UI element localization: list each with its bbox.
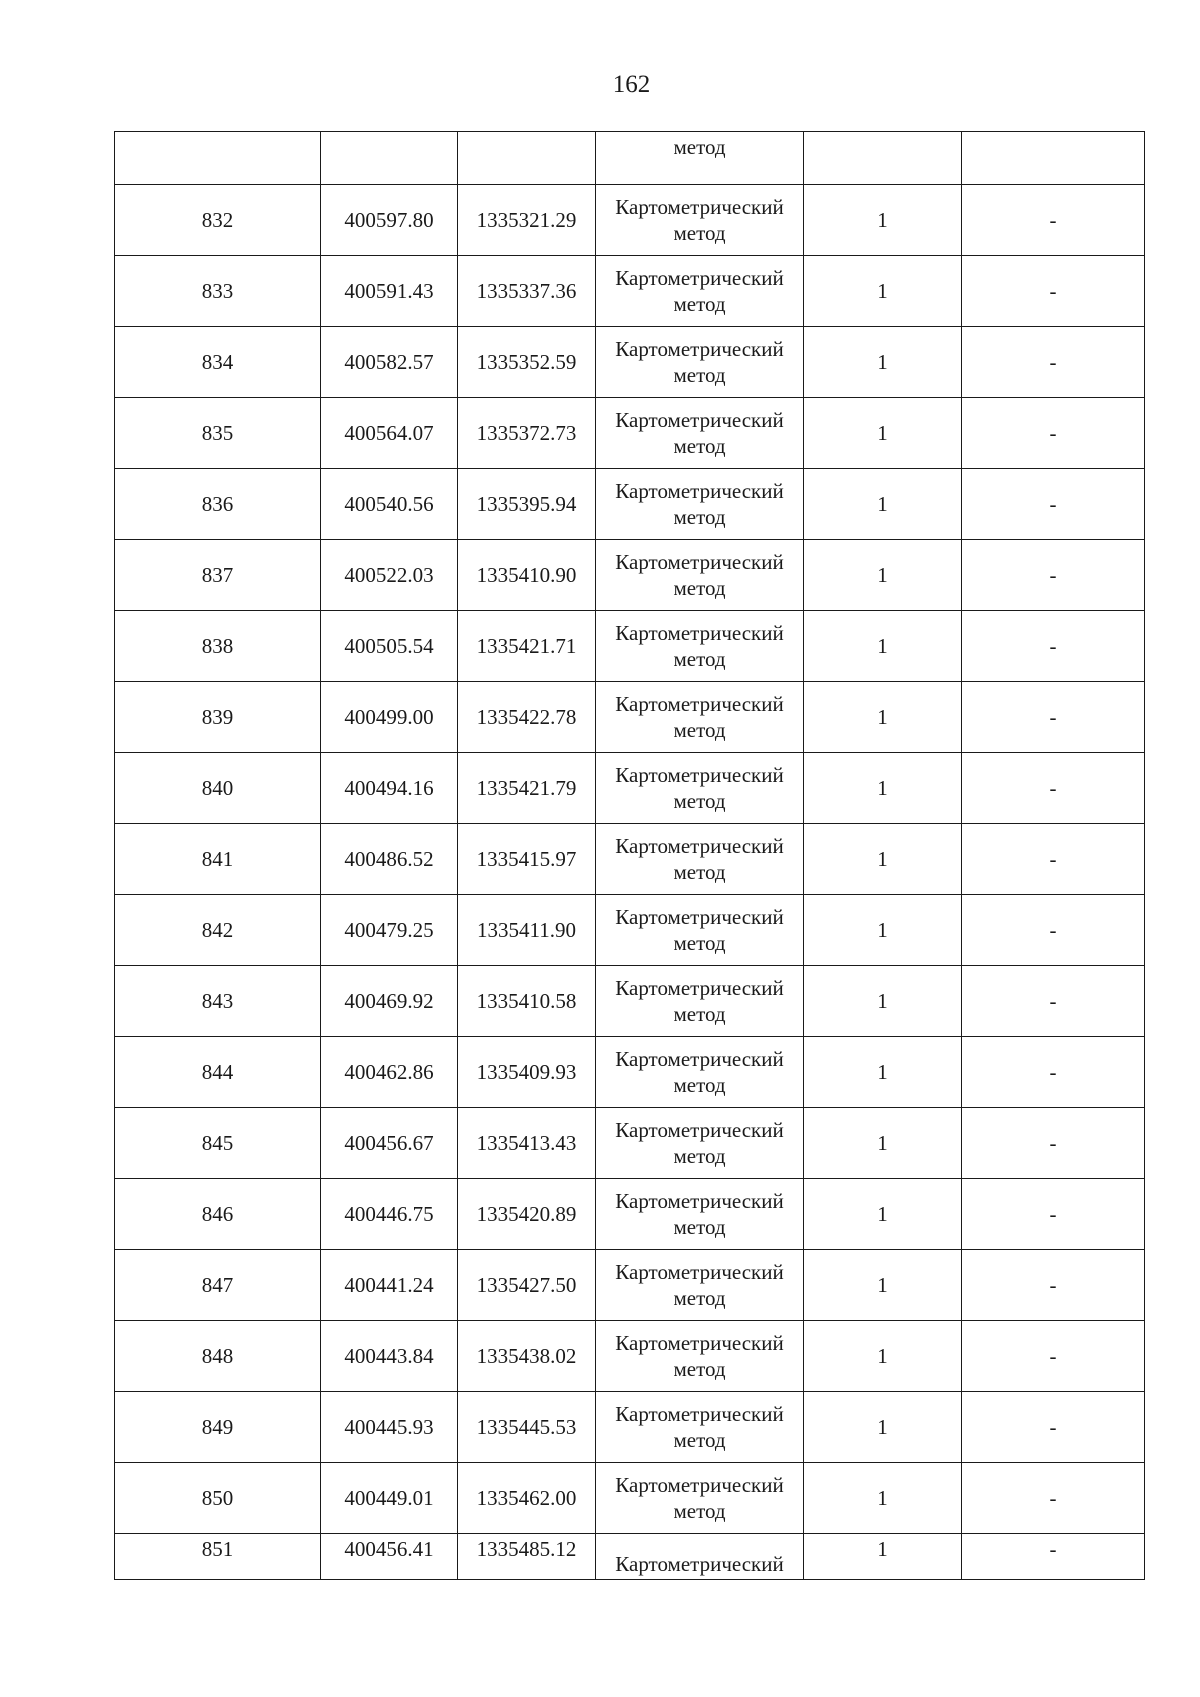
cell-x: 400486.52 — [321, 824, 458, 895]
method-line-1: Картометрический — [615, 266, 784, 290]
table-row — [115, 256, 1145, 327]
cell-y: 1335427.50 — [458, 1250, 596, 1321]
method-line-1: Картометрический — [615, 1331, 784, 1355]
cell-point-number: 833 — [115, 256, 321, 327]
cell-point-number: 835 — [115, 398, 321, 469]
cell-y: 1335485.12 — [458, 1534, 596, 1580]
cell-precision: 1 — [804, 753, 962, 824]
cell-description: - — [962, 1392, 1145, 1463]
cell-x: 400564.07 — [321, 398, 458, 469]
cell-y: 1335352.59 — [458, 327, 596, 398]
cell-method — [596, 185, 804, 256]
method-line-1: Картометрический — [615, 763, 784, 787]
cell-point-number: 843 — [115, 966, 321, 1037]
cell-x: 400479.25 — [321, 895, 458, 966]
cell-point-number: 847 — [115, 1250, 321, 1321]
cell-point-number: 850 — [115, 1463, 321, 1534]
cell-point-number: 841 — [115, 824, 321, 895]
cell-y: 1335462.00 — [458, 1463, 596, 1534]
cell-precision: 1 — [804, 682, 962, 753]
table-row — [115, 1250, 1145, 1321]
cell-x: 400499.00 — [321, 682, 458, 753]
table-row — [115, 895, 1145, 966]
method-line-2: метод — [673, 860, 726, 884]
method-line-1: Картометрический — [615, 1473, 784, 1497]
method-line-2: метод — [673, 647, 726, 671]
cell-description: - — [962, 1179, 1145, 1250]
method-line-2: метод — [673, 221, 726, 245]
cell-point-number: 834 — [115, 327, 321, 398]
cell-point-number: 849 — [115, 1392, 321, 1463]
cell-x: 400449.01 — [321, 1463, 458, 1534]
cell-x: 400591.43 — [321, 256, 458, 327]
method-line-1: Картометрический — [615, 1118, 784, 1142]
cell-method — [596, 611, 804, 682]
method-line-2: метод — [673, 1286, 726, 1310]
cell-precision: 1 — [804, 1392, 962, 1463]
table-row — [115, 327, 1145, 398]
cell-description: - — [962, 1037, 1145, 1108]
cell-point-number: 836 — [115, 469, 321, 540]
cell-y: 1335420.89 — [458, 1179, 596, 1250]
cell-x: 400446.75 — [321, 1179, 458, 1250]
cell-precision: 1 — [804, 1108, 962, 1179]
cell-x: 400582.57 — [321, 327, 458, 398]
cell-x: 400540.56 — [321, 469, 458, 540]
cell-description: - — [962, 753, 1145, 824]
cell-description — [962, 132, 1145, 185]
table-row — [115, 966, 1145, 1037]
method-line-2: метод — [673, 1499, 726, 1523]
method-line-2: метод — [673, 1002, 726, 1026]
cell-x: 400441.24 — [321, 1250, 458, 1321]
cell-precision: 1 — [804, 327, 962, 398]
cell-method — [596, 1463, 804, 1534]
cell-description: - — [962, 327, 1145, 398]
cell-method — [596, 895, 804, 966]
table-body — [115, 132, 1145, 1580]
cell-precision: 1 — [804, 824, 962, 895]
method-line-1: Картометрический — [615, 834, 784, 858]
cell-precision: 1 — [804, 469, 962, 540]
cell-y: 1335321.29 — [458, 185, 596, 256]
cell-x: 400443.84 — [321, 1321, 458, 1392]
cell-precision: 1 — [804, 1463, 962, 1534]
cell-point-number: 844 — [115, 1037, 321, 1108]
method-line-1: Картометрический — [615, 976, 784, 1000]
cell-precision: 1 — [804, 1534, 962, 1580]
cell-y: 1335410.58 — [458, 966, 596, 1037]
cell-description: - — [962, 1250, 1145, 1321]
table-row — [115, 611, 1145, 682]
cell-y: 1335438.02 — [458, 1321, 596, 1392]
cell-y: 1335411.90 — [458, 895, 596, 966]
method-line-2: метод — [673, 363, 726, 387]
method-line-1: Картометрический — [615, 1260, 784, 1284]
cell-y: 1335409.93 — [458, 1037, 596, 1108]
table-row — [115, 1179, 1145, 1250]
method-line-1: Картометрический — [615, 337, 784, 361]
table-row — [115, 398, 1145, 469]
cell-precision: 1 — [804, 1179, 962, 1250]
cell-description: - — [962, 682, 1145, 753]
method-line-2: метод — [673, 292, 726, 316]
table-row-partial — [115, 1534, 1145, 1580]
cell-method — [596, 1037, 804, 1108]
cell-method — [596, 1392, 804, 1463]
cell-y: 1335421.71 — [458, 611, 596, 682]
cell-point-number: 846 — [115, 1179, 321, 1250]
cell-description: - — [962, 256, 1145, 327]
cell-method — [596, 1179, 804, 1250]
cell-method — [596, 398, 804, 469]
cell-point-number: 839 — [115, 682, 321, 753]
cell-description: - — [962, 611, 1145, 682]
cell-precision: 1 — [804, 1321, 962, 1392]
cell-point-number: 842 — [115, 895, 321, 966]
page-number: 162 — [612, 71, 651, 98]
cell-method — [596, 966, 804, 1037]
method-line-1: Картометрический — [615, 692, 784, 716]
cell-method — [596, 1250, 804, 1321]
cell-point-number: 840 — [115, 753, 321, 824]
method-line-2: метод — [673, 505, 726, 529]
cell-x: 400597.80 — [321, 185, 458, 256]
method-line-2: метод — [673, 1215, 726, 1239]
cell-description: - — [962, 185, 1145, 256]
cell-description: - — [962, 895, 1145, 966]
method-line-2: метод — [673, 1357, 726, 1381]
method-line-1: Картометрический — [615, 1189, 784, 1213]
cell-method: Картометрический — [596, 1534, 804, 1580]
method-line-2: метод — [673, 576, 726, 600]
table-row — [115, 1392, 1145, 1463]
table-row — [115, 469, 1145, 540]
cell-precision: 1 — [804, 1250, 962, 1321]
cell-method — [596, 1108, 804, 1179]
method-line-2: метод — [673, 434, 726, 458]
table-row — [115, 1108, 1145, 1179]
cell-precision: 1 — [804, 1037, 962, 1108]
method-line-2: метод — [673, 931, 726, 955]
cell-method — [596, 256, 804, 327]
cell-point-number: 838 — [115, 611, 321, 682]
cell-x: 400445.93 — [321, 1392, 458, 1463]
method-line-2: метод — [673, 1144, 726, 1168]
cell-description: - — [962, 966, 1145, 1037]
method-line-1: Картометрический — [615, 1402, 784, 1426]
cell-point-number: 851 — [115, 1534, 321, 1580]
table-row — [115, 1321, 1145, 1392]
cell-method — [596, 327, 804, 398]
cell-precision: 1 — [804, 895, 962, 966]
cell-method: метод — [596, 132, 804, 185]
cell-y — [458, 132, 596, 185]
continuation-row — [115, 132, 1145, 185]
cell-precision: 1 — [804, 185, 962, 256]
cell-point-number: 845 — [115, 1108, 321, 1179]
cell-description: - — [962, 1321, 1145, 1392]
cell-precision: 1 — [804, 611, 962, 682]
method-line-1: Картометрический — [615, 621, 784, 645]
cell-precision: 1 — [804, 256, 962, 327]
method-line-2: метод — [673, 1073, 726, 1097]
cell-precision: 1 — [804, 966, 962, 1037]
cell-y: 1335337.36 — [458, 256, 596, 327]
cell-method — [596, 540, 804, 611]
cell-point-number: 832 — [115, 185, 321, 256]
cell-method — [596, 824, 804, 895]
table-row — [115, 540, 1145, 611]
method-line-1: Картометрический — [615, 905, 784, 929]
table-row — [115, 682, 1145, 753]
method-line-2: метод — [673, 1428, 726, 1452]
cell-point-number — [115, 132, 321, 185]
method-line-1: Картометрический — [615, 550, 784, 574]
cell-x: 400469.92 — [321, 966, 458, 1037]
cell-y: 1335421.79 — [458, 753, 596, 824]
cell-description: - — [962, 1463, 1145, 1534]
cell-y: 1335372.73 — [458, 398, 596, 469]
cell-description: - — [962, 540, 1145, 611]
method-line-1: Картометрический — [615, 195, 784, 219]
table-row — [115, 824, 1145, 895]
table-row — [115, 1463, 1145, 1534]
cell-method — [596, 1321, 804, 1392]
table-row — [115, 1037, 1145, 1108]
cell-description: - — [962, 824, 1145, 895]
cell-method — [596, 682, 804, 753]
cell-precision — [804, 132, 962, 185]
table-row — [115, 753, 1145, 824]
method-line-1: Картометрический — [615, 479, 784, 503]
cell-x: 400456.41 — [321, 1534, 458, 1580]
coordinates-table — [114, 131, 1145, 1580]
table-row — [115, 185, 1145, 256]
cell-y: 1335410.90 — [458, 540, 596, 611]
cell-description: - — [962, 398, 1145, 469]
cell-description: - — [962, 1534, 1145, 1580]
cell-y: 1335395.94 — [458, 469, 596, 540]
cell-x — [321, 132, 458, 185]
cell-x: 400456.67 — [321, 1108, 458, 1179]
cell-point-number: 848 — [115, 1321, 321, 1392]
cell-x: 400494.16 — [321, 753, 458, 824]
method-line-2: метод — [673, 718, 726, 742]
cell-method — [596, 753, 804, 824]
cell-y: 1335413.43 — [458, 1108, 596, 1179]
cell-y: 1335445.53 — [458, 1392, 596, 1463]
cell-precision: 1 — [804, 540, 962, 611]
method-line-1: Картометрический — [615, 408, 784, 432]
cell-method — [596, 469, 804, 540]
cell-x: 400505.54 — [321, 611, 458, 682]
cell-point-number: 837 — [115, 540, 321, 611]
method-line-1: Картометрический — [615, 1047, 784, 1071]
cell-x: 400522.03 — [321, 540, 458, 611]
cell-description: - — [962, 469, 1145, 540]
cell-description: - — [962, 1108, 1145, 1179]
cell-precision: 1 — [804, 398, 962, 469]
cell-y: 1335422.78 — [458, 682, 596, 753]
cell-y: 1335415.97 — [458, 824, 596, 895]
method-line-2: метод — [673, 789, 726, 813]
cell-x: 400462.86 — [321, 1037, 458, 1108]
